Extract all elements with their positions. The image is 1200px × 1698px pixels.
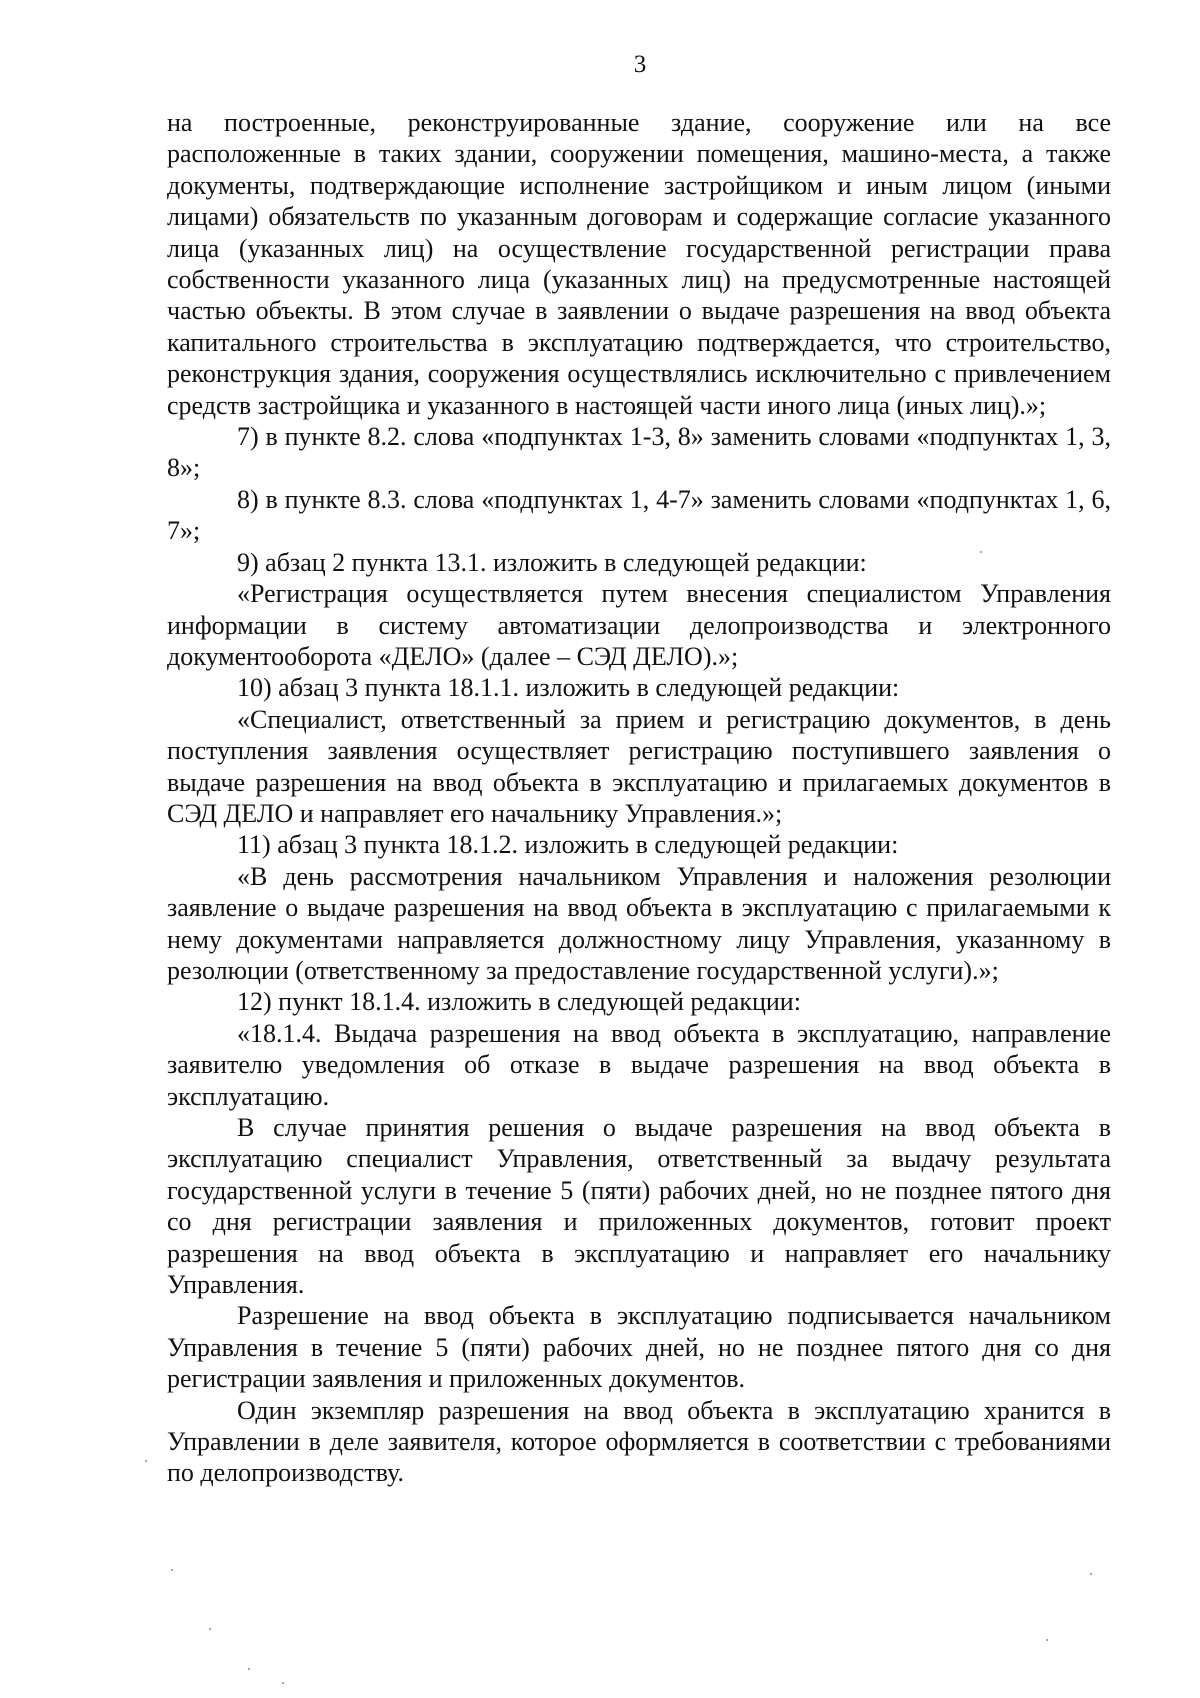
paragraph-quote-18-1-4: «18.1.4. Выдача разрешения на ввод объекта в эксплуатацию, направление заявителю уведомления об отказе в выдаче разрешения на ввод объекта в эксплуатацию.	[167, 1018, 1111, 1111]
paragraph-item-8: 8) в пункте 8.3. слова «подпунктах 1, 4-7» заменить словами «подпунктах 1, 6, 7»;	[167, 484, 1111, 546]
paragraph-continuation: на построенные, реконструированные здание, сооружение или на все расположенные в таких здании, сооружении помещения, машино-места, а также документы, подтверждающие исполнение застройщиком и иным лицом (иными лицами) обязательств по указанным договорам и содержащие согласие указанного лица (указанных лиц) на осуществление государственной регистрации права собственности указанного лица (указанных лиц) на предусмотренные настоящей частью объекты. В этом случае в заявлении о выдаче разрешения на ввод объекта капитального строительства в эксплуатацию подтверждается, что строительство, реконструкция здания, сооружения осуществлялись исключительно с привлечением средств застройщика и указанного в настоящей части иного лица (иных лиц).»;	[167, 108, 1111, 420]
paragraph-item-12: 12) пункт 18.1.4. изложить в следующей редакции:	[237, 987, 801, 1017]
scan-speck	[248, 1668, 250, 1670]
scan-speck	[980, 551, 982, 553]
paragraph-quote-registration: «Регистрация осуществляется путем внесения специалистом Управления информации в систему автоматизации делопроизводства и электронного документооборота «ДЕЛО» (далее – СЭД ДЕЛО).»;	[167, 579, 1111, 671]
scan-speck	[209, 1628, 211, 1630]
paragraph-item-10: 10) абзац 3 пункта 18.1.1. изложить в следующей редакции:	[237, 673, 900, 703]
paragraph-quote-review: «В день рассмотрения начальником Управления и наложения резолюции заявление о выдаче разрешения на ввод объекта в эксплуатацию с прилагаемыми к нему документами направляется должностному лицу Управления, указанному в резолюции (ответственному за предоставление государственной услуги).»;	[167, 861, 1111, 985]
scan-speck	[171, 1569, 173, 1571]
paragraph-storage: Один экземпляр разрешения на ввод объекта в эксплуатацию хранится в Управлении в деле заявителя, которое оформляется в соответствии с требованиями по делопроизводству.	[167, 1395, 1111, 1488]
page-number: 3	[633, 51, 647, 78]
paragraph-item-7: 7) в пункте 8.2. слова «подпунктах 1-3, 8» заменить словами «подпунктах 1, 3, 8»;	[167, 422, 1111, 483]
scan-speck	[1090, 1573, 1092, 1575]
paragraph-item-9: 9) абзац 2 пункта 13.1. изложить в следующей редакции:	[237, 547, 867, 577]
scan-speck	[1046, 1639, 1048, 1641]
paragraph-signing: Разрешение на ввод объекта в эксплуатацию подписывается начальником Управления в течение 5 (пяти) рабочих дней, но не позднее пятого дня со дня регистрации заявления и приложенных документов.	[167, 1301, 1111, 1394]
paragraph-item-11: 11) абзац 3 пункта 18.1.2. изложить в следующей редакции:	[237, 830, 899, 860]
paragraph-quote-specialist: «Специалист, ответственный за прием и регистрацию документов, в день поступления заявления осуществляет регистрацию поступившего заявления о выдаче разрешения на ввод объекта в эксплуатацию и прилагаемых документов в СЭД ДЕЛО и направляет его начальнику Управления.»;	[167, 704, 1111, 828]
scan-speck	[145, 1460, 147, 1462]
document-body	[167, 107, 1111, 1489]
scan-speck	[282, 1682, 284, 1684]
paragraph-decision: В случае принятия решения о выдаче разрешения на ввод объекта в эксплуатацию специалист Управления, ответственный за выдачу результата государственной услуги в течение 5 (пяти) рабочих дней, но не позднее пятого дня со дня регистрации заявления и приложенных документов, готовит проект разрешения на ввод объекта в эксплуатацию и направляет его начальнику Управления.	[167, 1113, 1111, 1300]
